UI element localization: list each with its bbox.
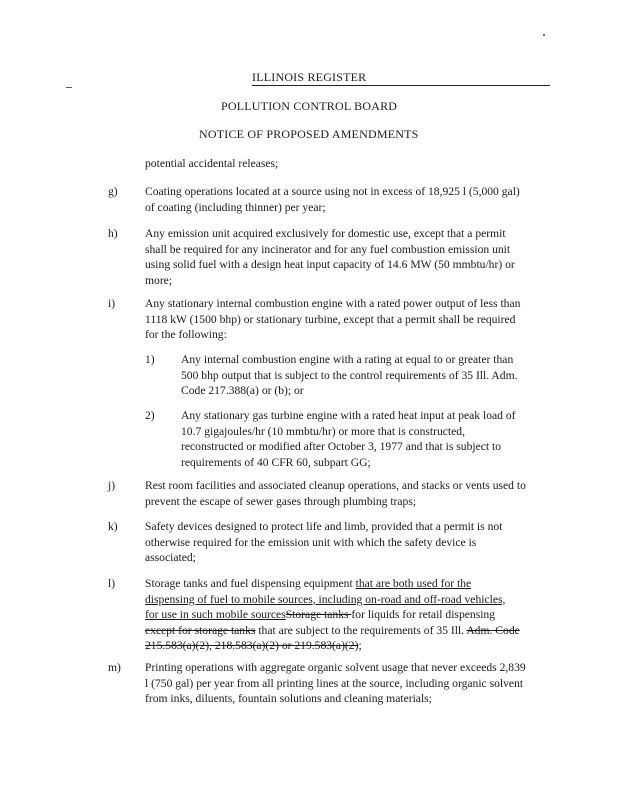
sub-item-line: Any stationary gas turbine engine with a rated heat input at peak load of [181,409,516,422]
deleted-text: Adm. Code [466,623,520,637]
scan-speck [543,34,545,36]
amended-line [145,592,520,608]
item-line: Any stationary internal combustion engine with a rated power output of less than [145,297,521,310]
sub-item-line: 10.7 gigajoules/hr (10 mmbtu/hr) or more that is constructed, [181,424,465,438]
item-line: Printing operations with aggregate organic solvent usage that never exceeds 2,839 [145,661,526,674]
inserted-text: for use in such mobile sources [145,608,286,621]
item-line: from inks, diluents, fountain solutions and cleaning materials; [145,692,432,705]
notice-title: NOTICE OF PROPOSED AMENDMENTS [199,127,419,141]
plain-text: Storage tanks and fuel dispensing equipment [145,577,356,590]
sub-item-marker: 1) [145,353,155,366]
plain-text: that are subject to the requirements of 35 Ill. [255,623,467,637]
sub-item-line: 500 bhp output that is subject to the control requirements of 35 Ill. Adm. [181,368,518,382]
item-line: Any emission unit acquired exclusively for domestic use, except that a permit [145,227,506,240]
amended-line [145,607,520,623]
item-line: of coating (including thinner) per year; [145,200,326,214]
register-title: ILLINOIS REGISTER [252,70,367,84]
item-line: associated; [145,551,196,564]
sub-item-line: Code 217.388(a) or (b); or [181,384,304,397]
continuation-text: potential accidental releases; [145,157,279,170]
item-line: l (750 gal) per year from all printing lines at the source, including organic solvent [145,676,524,690]
amended-line [145,576,520,592]
amended-line [145,623,520,639]
inserted-text: dispensing of fuel to mobile sources, including on-road and off-road vehicles, [145,592,506,606]
deleted-text: 215.583(a)(2), 218.583(a)(2) or 219.583(a)(2) [145,639,359,652]
item-line: Coating operations located at a source using not in excess of 18,925 l (5,000 gal) [145,185,520,198]
item-marker: m) [108,661,121,674]
item-marker: h) [108,227,118,240]
item-marker: g) [108,185,118,198]
item-line: prevent the escape of sewer gases through plumbing traps; [145,494,417,508]
deleted-text: except for storage tanks [145,623,256,637]
plain-text: ; [358,639,362,652]
sub-item-line: requirements of 40 CFR 60, subpart GG; [181,455,371,469]
item-marker: i) [108,297,116,310]
item-line: shall be required for any incinerator and for any fuel combustion emission unit [145,242,511,256]
amended-line [145,638,520,654]
item-line: Rest room facilities and associated cleanup operations, and stacks or vents used to [145,479,526,492]
margin-tick [66,87,72,88]
item-line: Safety devices designed to protect life and limb, provided that a permit is not [145,520,503,533]
item-line: otherwise required for the emission unit with which the safety device is [145,535,477,549]
sub-item-line: reconstructed or modified after October 3, 1977 and that is subject to [181,440,502,453]
inserted-text: that are both used for the [355,577,472,590]
header-rule [252,85,550,86]
item-marker: k) [108,520,118,533]
sub-item-marker: 2) [145,409,155,422]
item-line: for the following: [145,328,227,341]
item-line: 1118 kW (1500 bhp) or stationary turbine, except that a permit shall be required [145,312,516,326]
item-line: using solid fuel with a design heat input capacity of 14.6 MW (50 mmbtu/hr) or [145,258,515,271]
board-title: POLLUTION CONTROL BOARD [221,99,398,113]
item-marker: l) [108,577,116,590]
item-marker: j) [108,479,116,492]
plain-text: for liquids for retail dispensing [351,608,496,621]
deleted-text: Storage tanks [285,608,352,621]
sub-item-line: Any internal combustion engine with a rating at equal to or greater than [181,353,514,366]
item-line: more; [145,273,173,287]
